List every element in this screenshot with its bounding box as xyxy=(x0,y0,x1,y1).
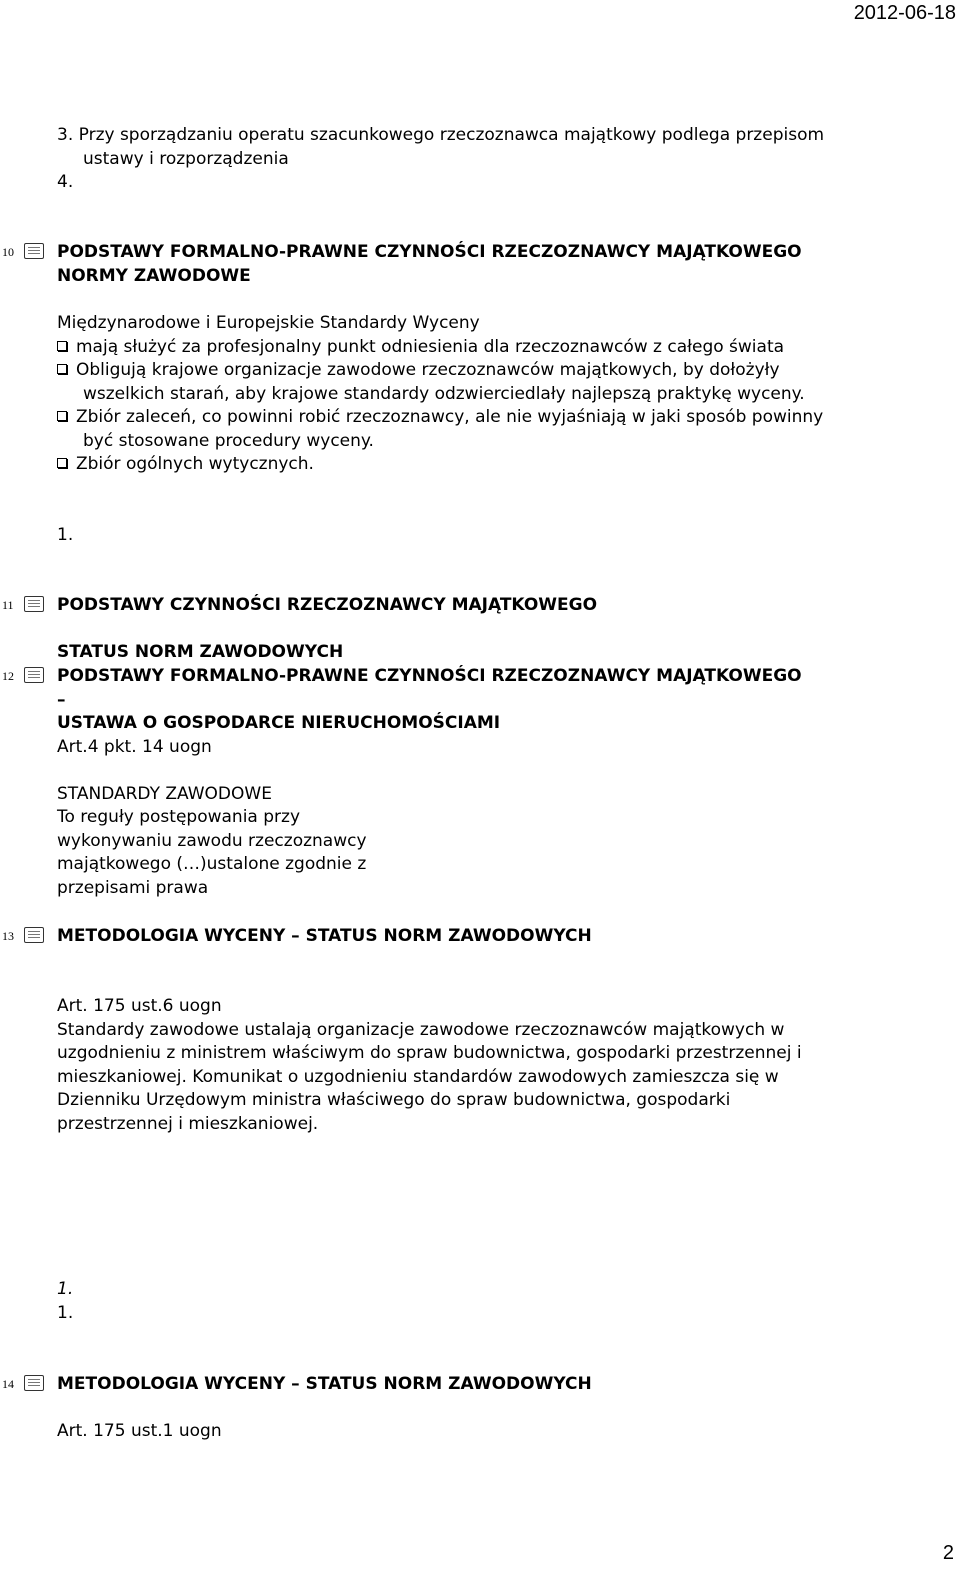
spacer xyxy=(57,759,802,783)
slide-14-article: Art. 175 ust.1 uogn xyxy=(57,1421,222,1441)
page-number: 2 xyxy=(942,1542,954,1564)
slide-icon[interactable] xyxy=(24,1375,44,1391)
slide-12-body xyxy=(57,665,802,900)
slide-12-body-line: przepisami prawa xyxy=(57,877,209,898)
checkbox-bullet-icon xyxy=(57,364,67,374)
slide-12-body-line: To reguły postępowania przy xyxy=(57,807,301,827)
slide-13-numbering xyxy=(57,1278,73,1325)
slide-number-13: 13 xyxy=(2,929,14,943)
numbering: 1. xyxy=(57,1302,74,1323)
slide-11-title: PODSTAWY CZYNNOŚCI RZECZOZNAWCY MAJĄTKOWEGO xyxy=(57,595,598,615)
slide-12-article: Art.4 pkt. 14 uogn xyxy=(57,736,212,757)
slide-13-body-line: Standardy zawodowe ustalają organizacje zawodowe rzeczoznawców majątkowych w xyxy=(57,1019,785,1040)
slide-13-body-line: uzgodnieniu z ministrem właściwym do spraw budownictwa, gospodarki przestrzennej i xyxy=(57,1043,802,1063)
slide-13-body-line: Dzienniku Urzędowym ministra właściwego do spraw budownictwa, gospodarki xyxy=(57,1090,731,1110)
bullet-item: Zbiór zaleceń, co powinni robić rzeczoznawcy, ale nie wyjaśniają w jaki sposób powinny xyxy=(57,406,823,430)
numbering: 1. xyxy=(57,1279,74,1299)
header-date: 2012-06-18 xyxy=(853,2,956,24)
slide-number-10: 10 xyxy=(2,245,14,259)
slide-icon[interactable] xyxy=(24,667,44,683)
checkbox-bullet-icon xyxy=(57,458,67,468)
checkbox-bullet-icon xyxy=(57,341,67,351)
slide-10-body xyxy=(57,312,823,477)
slide-icon[interactable] xyxy=(24,927,44,943)
slide-number-11: 11 xyxy=(2,598,14,612)
slide-10-title-line2: NORMY ZAWODOWE xyxy=(57,265,251,286)
bullet-item: Zbiór ogólnych wytycznych. xyxy=(57,453,823,477)
intro-item-3-line1: 3. Przy sporządzaniu operatu szacunkowego rzeczoznawca majątkowy podlega przepisom xyxy=(57,125,825,145)
slide-13-body-line: przestrzennej i mieszkaniowej. xyxy=(57,1113,319,1134)
bullet-item-continuation: być stosowane procedury wyceny. xyxy=(83,430,374,451)
slide-icon[interactable] xyxy=(24,596,44,612)
intro-item-3-line2: ustawy i rozporządzenia xyxy=(83,148,289,169)
bullet-item: Obligują krajowe organizacje zawodowe rzeczoznawców majątkowych, by dołożyły xyxy=(57,359,823,383)
slide-10-subtitle: Międzynarodowe i Europejskie Standardy Wyceny xyxy=(57,313,480,333)
bullet-item-continuation: wszelkich starań, aby krajowe standardy odzwierciedlały najlepszą praktykę wyceny. xyxy=(83,383,805,404)
slide-number-14: 14 xyxy=(2,1377,14,1391)
slide-13-body xyxy=(57,995,802,1136)
slide-10-title xyxy=(57,241,802,288)
intro-list xyxy=(57,124,824,195)
slide-12-body-line: majątkowego (…)ustalone zgodnie z xyxy=(57,854,367,874)
slide-13-title: METODOLOGIA WYCENY – STATUS NORM ZAWODOWYCH xyxy=(57,926,592,946)
slide-12-body-heading: STANDARDY ZAWODOWE xyxy=(57,783,272,804)
slide-12-pre-title: STATUS NORM ZAWODOWYCH xyxy=(57,642,344,662)
slide-12-title-line1: PODSTAWY FORMALNO-PRAWNE CZYNNOŚCI RZECZOZNAWCY MAJĄTKOWEGO xyxy=(57,666,802,686)
slide-14-title: METODOLOGIA WYCENY – STATUS NORM ZAWODOWYCH xyxy=(57,1374,592,1394)
slide-13-body-line: mieszkaniowej. Komunikat o uzgodnieniu standardów zawodowych zamieszcza się w xyxy=(57,1066,779,1087)
bullet-item: mają służyć za profesjonalny punkt odniesienia dla rzeczoznawców z całego świata xyxy=(57,336,823,360)
checkbox-bullet-icon xyxy=(57,411,67,421)
slide-10-title-line1: PODSTAWY FORMALNO-PRAWNE CZYNNOŚCI RZECZOZNAWCY MAJĄTKOWEGO xyxy=(57,242,802,262)
numbering: 1. xyxy=(57,525,74,545)
slide-number-12: 12 xyxy=(2,669,14,683)
slide-12-body-line: wykonywaniu zawodu rzeczoznawcy xyxy=(57,830,367,851)
slide-icon[interactable] xyxy=(24,243,44,259)
slide-13-article: Art. 175 ust.6 uogn xyxy=(57,996,222,1016)
slide-12-title-line3: USTAWA O GOSPODARCE NIERUCHOMOŚCIAMI xyxy=(57,713,501,733)
slide-12-title-line2: – xyxy=(57,689,66,710)
intro-item-4: 4. xyxy=(57,172,74,192)
